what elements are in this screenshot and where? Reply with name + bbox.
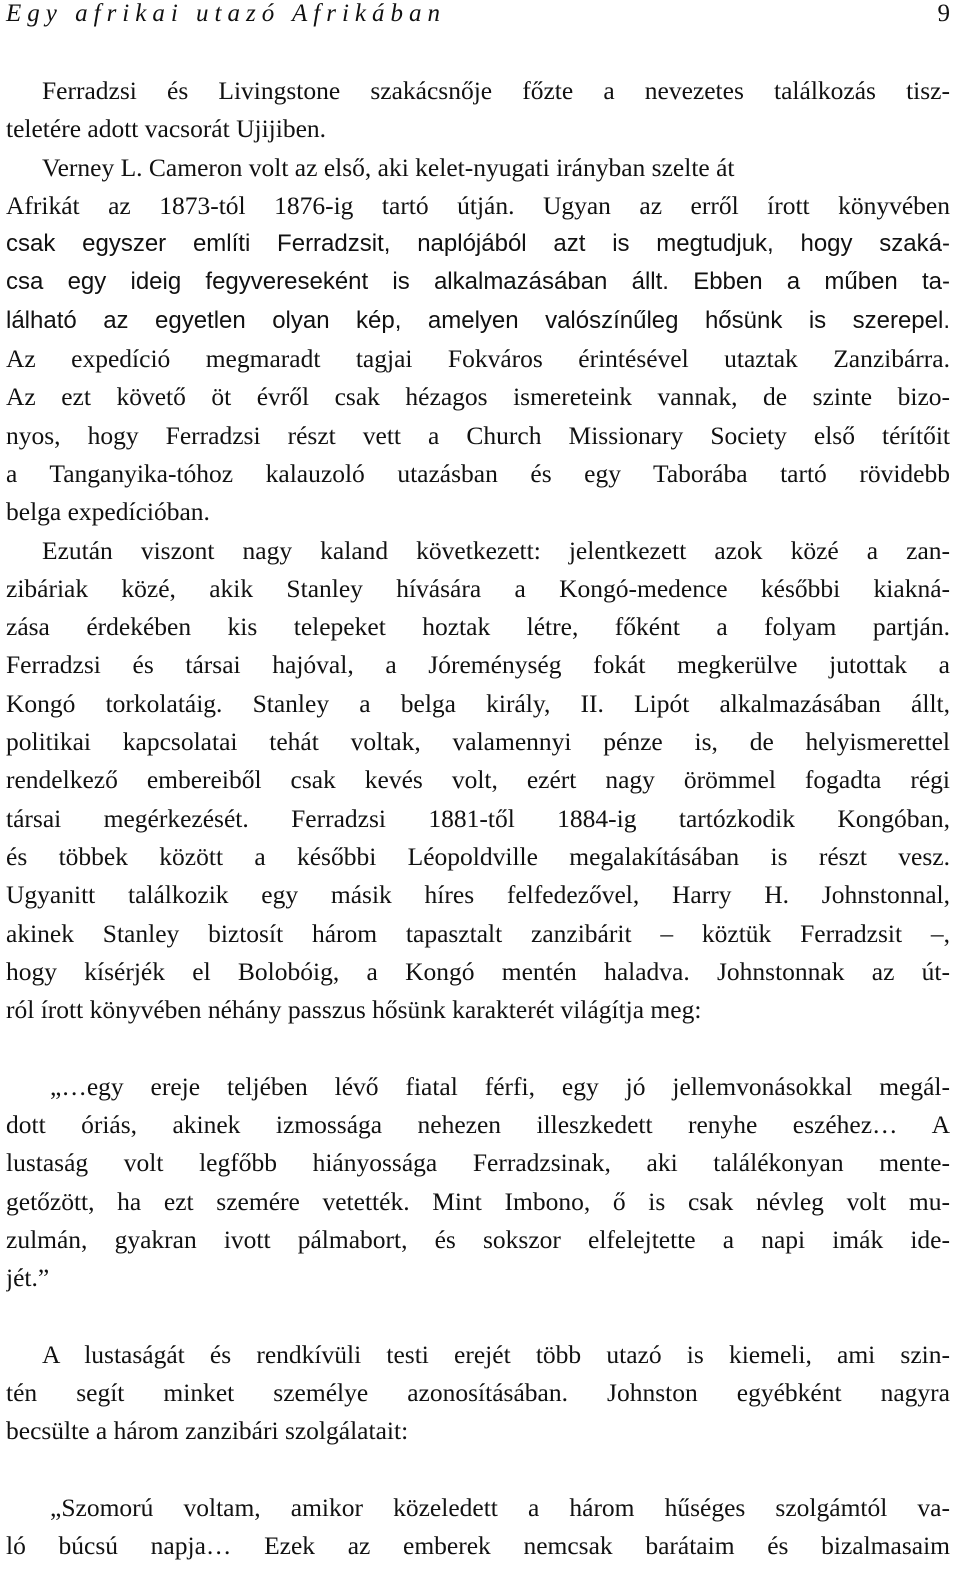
quote-line: jét.” xyxy=(6,1263,50,1293)
quote-bucsu xyxy=(6,1489,950,1566)
running-header xyxy=(6,0,950,32)
text-line: zibáriak közé, akik Stanley hívására a Kongó-medence későbbi kiakná- xyxy=(6,573,950,603)
paragraph-kongo xyxy=(6,532,950,1030)
paragraph-cameron xyxy=(6,149,950,532)
text-line: zása érdekében kis telepeket hoztak létre, főként a folyam partján. xyxy=(6,612,950,642)
paragraph-gap xyxy=(6,1298,950,1336)
text-line: teletére adott vacsorát Ujijiben. xyxy=(6,114,327,144)
text-line: ról írott könyvében néhány passzus hősünk karakterét világítja meg: xyxy=(6,995,702,1025)
quote-line: dott óriás, akinek izmossága nehezen illeszkedett renyhe eszéhez… A xyxy=(6,1110,950,1140)
paragraph-livingstone xyxy=(6,72,950,149)
text-line: Ferradzsi és társai hajóval, a Jóreménység fokát megkerülve jutottak a xyxy=(6,650,950,680)
quote-line: getőzött, ha ezt szemére vetették. Mint Imbono, ő is csak névleg volt mu- xyxy=(6,1186,950,1216)
page-number: 9 xyxy=(937,0,950,27)
text-line: akinek Stanley biztosít három tapasztalt zanzibárit – köztük Ferradzsit –, xyxy=(6,918,950,948)
text-line: a Tanganyika-tóhoz kalauzoló utazásban és egy Taborába tartó rövidebb xyxy=(6,458,950,488)
text-line: Kongó torkolatáig. Stanley a belga király, II. Lipót alkalmazásában állt, xyxy=(6,688,950,718)
text-line: társai megérkezését. Ferradzsi 1881-től 1884-ig tartózkodik Kongóban, xyxy=(6,803,950,833)
paragraph-gap xyxy=(6,1029,950,1067)
text-line: Az ezt követő öt évről csak hézagos ismereteink vannak, de szinte bizo- xyxy=(6,382,950,412)
quote-line: ló búcsú napja… Ezek az emberek nemcsak barátaim és bizalmasaim xyxy=(6,1531,950,1561)
text-line: belga expedícióban. xyxy=(6,497,210,527)
text-line: becsülte a három zanzibári szolgálatait: xyxy=(6,1416,409,1446)
text-line: és többek között a későbbi Léopoldville megalakításában is részt vesz. xyxy=(6,841,950,871)
paragraph-gap xyxy=(6,1451,950,1489)
quote-line: „…egy ereje teljében lévő fiatal férfi, egy jó jellemvonásokkal megál- xyxy=(50,1071,950,1101)
quote-johnston xyxy=(6,1068,950,1298)
text-line: Ezután viszont nagy kaland következett: jelentkezett azok közé a zan- xyxy=(42,535,950,565)
text-line: politikai kapcsolatai tehát voltak, valamennyi pénze is, de helyismerettel xyxy=(6,727,950,757)
quote-line: lustaság volt legfőbb hiányossága Ferradzsinak, aki találékonyan mente- xyxy=(6,1148,950,1178)
running-title: Egy afrikai utazó Afrikában xyxy=(6,0,446,27)
text-line: rendelkező embereiből csak kevés volt, ezért nagy örömmel fogadta régi xyxy=(6,765,950,795)
text-line: tén segít minket személye azonosításában. Johnston egyébként nagyra xyxy=(6,1378,950,1408)
page-body xyxy=(6,72,950,1586)
text-line: lálható az egyetlen olyan kép, amelyen valószínűleg hősünk is szerepel. xyxy=(6,306,950,334)
text-line: Afrikát az 1873-tól 1876-ig tartó útján. Ugyan az erről írott könyvében xyxy=(6,190,950,220)
text-line: hogy kísérjék el Bolobóig, a Kongó mentén haladva. Johnstonnak az út- xyxy=(6,956,950,986)
text-line: Az expedíció megmaradt tagjai Fokváros érintésével utaztak Zanzibárra. xyxy=(6,344,950,374)
text-line: nyos, hogy Ferradzsi részt vett a Church Missionary Society első térítőit xyxy=(6,420,950,450)
paragraph-lustasag xyxy=(6,1336,950,1451)
text-line: csak egyszer említi Ferradzsit, naplójából azt is megtudjuk, hogy szaká- xyxy=(6,230,950,258)
text-line: Verney L. Cameron volt az első, aki kelet-nyugati irányban szelte át xyxy=(42,152,735,182)
text-line: Ugyanitt találkozik egy másik híres felfedezővel, Harry H. Johnstonnal, xyxy=(6,880,950,910)
text-line: A lustaságát és rendkívüli testi erejét több utazó is kiemeli, ami szin- xyxy=(42,1339,950,1369)
text-line: Ferradzsi és Livingstone szakácsnője főzte a nevezetes találkozás tisz- xyxy=(42,76,950,105)
quote-line: zulmán, gyakran ivott pálmabort, és sokszor elfelejtette a napi imák ide- xyxy=(6,1224,950,1254)
quote-line: „Szomorú voltam, amikor közeledett a három hűséges szolgámtól va- xyxy=(50,1492,950,1522)
text-line: csa egy ideig fegyvereseként is alkalmazásában állt. Ebben a műben ta- xyxy=(6,268,950,296)
